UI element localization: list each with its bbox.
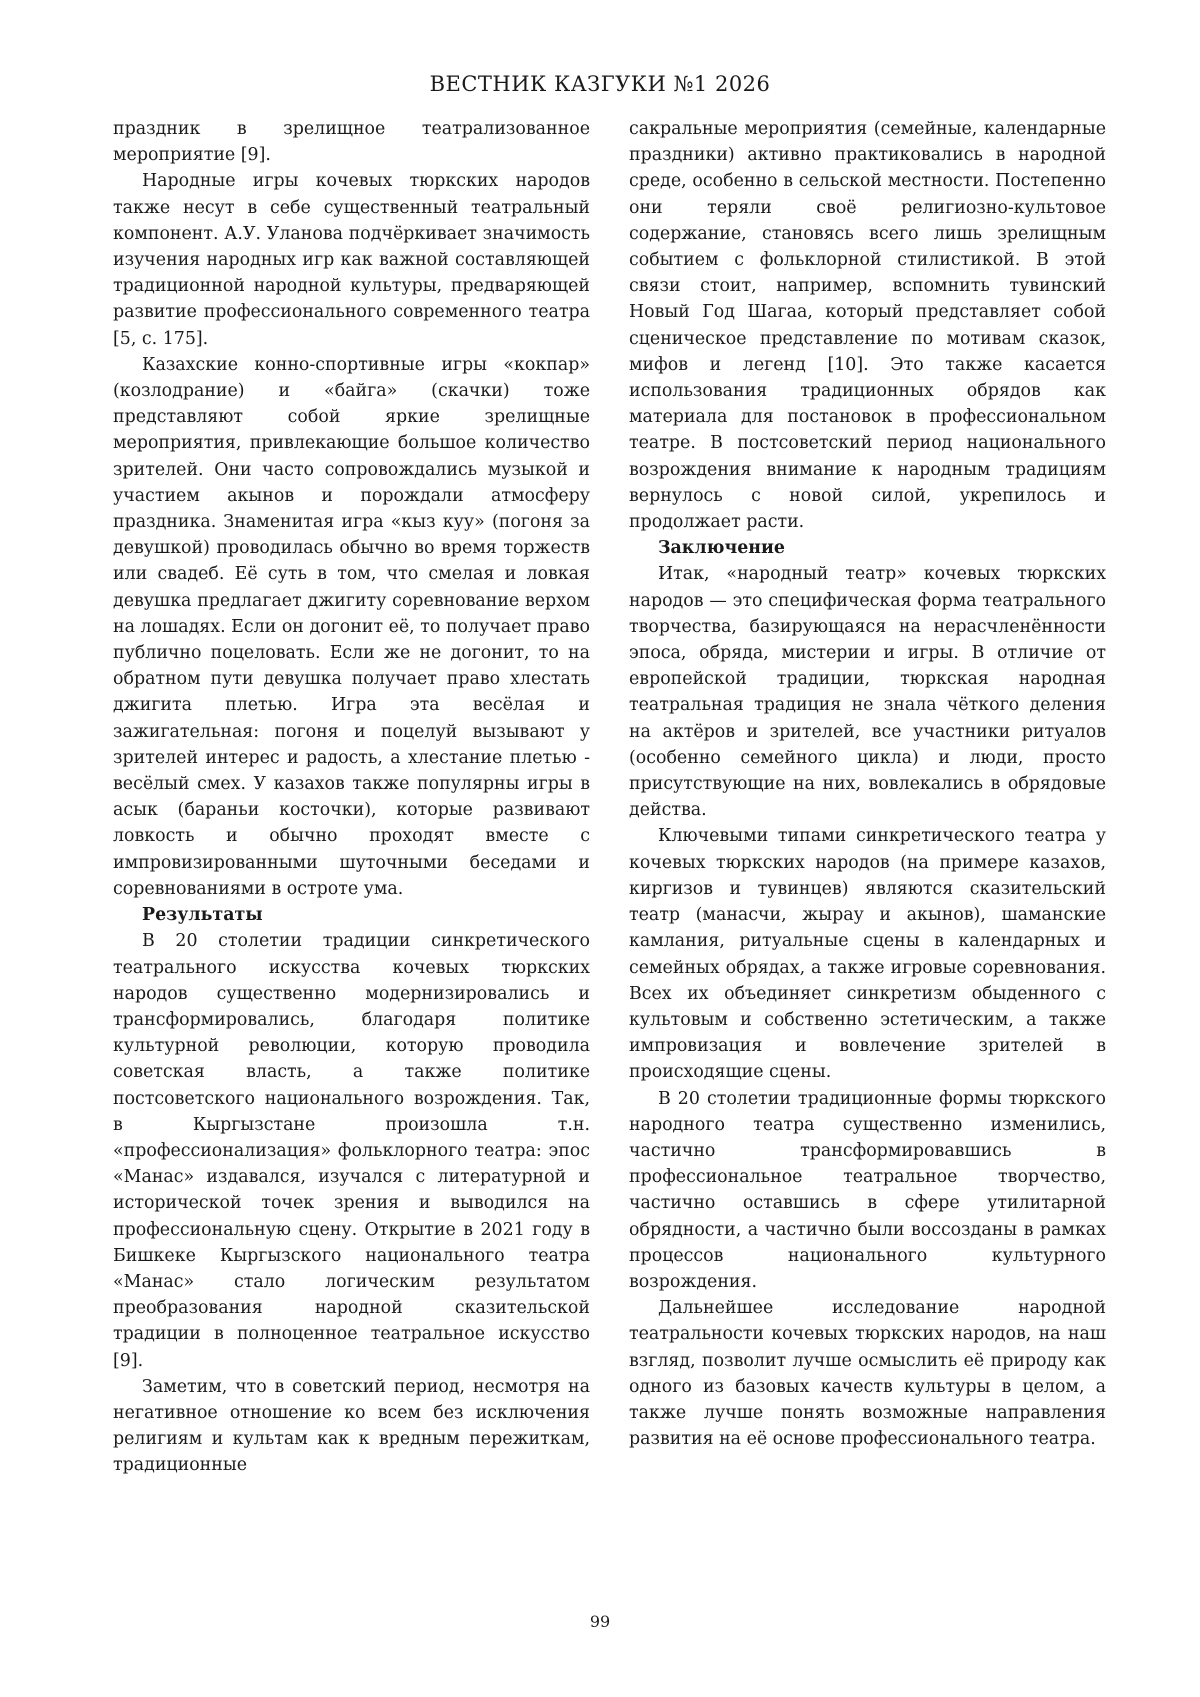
paragraph-horse-games: Казахские конно-спортивные игры «кокпар» (козлодрание) и «байга» (скачки) тоже представляют собой яркие зрелищные мероприятия, привлекающие большое количество зрителей. Они часто сопровождались музыкой и участием акынов и порождали атмосферу праздника. Знаменитая игра «кыз куу» (погоня за девушкой) проводилась обычно во время торжеств или свадеб. Её суть в том, что смелая и ловкая девушка предлагает джигиту соревнование верхом на лошадях. Если он догонит её, то получает право публично поцеловать. Если же не догонит, то на обратном пути девушка получает право хлестать джигита плетью. Игра эта весёлая и зажигательная: погоня и поцелуй вызывают у зрителей интерес и радость, а хлестание плетью - весёлый смех. У казахов также популярны игры в асык (бараньи косточки), которые развивают ловкость и обычно проходят вместе с импровизированными шуточными беседами и соревнованиями в остроте ума. bbox=[113, 354, 590, 899]
paragraph-continued: праздник в зрелищное театрализованное мероприятие [9]. bbox=[113, 119, 590, 166]
paragraph-20th-century: В 20 столетии традиционные формы тюркского народного театра существенно изменились, частично трансформировавшись в профессиональное театральное творчество, частично оставшись в сфере утилитарной обрядности, а частично были воссозданы в рамках процессов национального культурного возрождения. bbox=[629, 1088, 1106, 1292]
paragraph-folk-theatre: Итак, «народный театр» кочевых тюркских народов — это специфическая форма театрального творчества, базирующаяся на нерасчленённости эпоса, обряда, мистерии и игры. В отличие от европейской традиции, тюркская народная театральная традиция не знала чёткого деления на актёров и зрителей, все участники ритуалов (особенно семейного цикла) и люди, просто присутствующие на них, вовлекались в обрядовые действа. bbox=[629, 564, 1106, 821]
paragraph-modernization: В 20 столетии традиции синкретического театрального искусства кочевых тюркских народов существенно модернизировались и трансформировались, благодаря политике культурной революции, которую проводила советская власть, а также политике постсоветского национального возрождения. Так, в Кыргызстане произошла т.н. «профессионализация» фольклорного театра: эпос «Манас» издавался, изучался с литературной и исторической точек зрения и выводился на профессиональную сцену. Открытие в 2021 году в Бишкеке Кыргызского национального театра «Манас» стало логическим результатом преобразования народной сказительской традиции в полноценное театральное искусство [9]. bbox=[113, 931, 590, 1371]
section-heading-results: Результаты bbox=[142, 905, 263, 926]
page-number: 99 bbox=[589, 1612, 611, 1631]
paragraph-further-research: Дальнейшее исследование народной театральности кочевых тюркских народов, на наш взгляд, позволит лучше осмыслить её природу как одного из базовых качеств культуры в целом, а также лучше понять возможные направления развития на её основе профессионального театра. bbox=[629, 1298, 1106, 1450]
left-column bbox=[113, 116, 590, 1479]
two-column-body bbox=[113, 116, 1106, 1479]
right-column bbox=[629, 116, 1106, 1479]
paragraph-key-types: Ключевыми типами синкретического театра у кочевых тюркских народов (на примере казахов, киргизов и тувинцев) являются сказительский театр (манасчи, жырау и акынов), шаманские камлания, ритуальные сцены в календарных и семейных обрядах, а также игровые соревнования. Всех их объединяет синкретизм обыденного с культовым и собственно эстетическим, а также импровизация и вовлечение зрителей в происходящие сцены. bbox=[629, 826, 1106, 1083]
section-heading-conclusion: Заключение bbox=[658, 538, 785, 559]
running-header: ВЕСТНИК КАЗГУКИ №1 2026 bbox=[429, 72, 771, 96]
paragraph-soviet-period: Заметим, что в советский период, несмотря на негативное отношение ко всем без исключения религиям и культам как к вредным пережиткам, традиционные bbox=[113, 1376, 590, 1476]
paragraph-sacral-events: сакральные мероприятия (семейные, календарные праздники) активно практиковались в народной среде, особенно в сельской местности. Постепенно они теряли своё религиозно-культовое содержание, становясь всего лишь зрелищным событием с фольклорной стилистикой. В этой связи стоит, например, вспомнить тувинский Новый Год Шагаа, который представляет собой сценическое представление по мотивам сказок, мифов и легенд [10]. Это также касается использования традиционных обрядов как материала для постановок в профессиональном театре. В постсоветский период национального возрождения внимание к народным традициям вернулось с новой силой, укрепилось и продолжает расти. bbox=[629, 119, 1106, 533]
paragraph-folk-games: Народные игры кочевых тюркских народов также несут в себе существенный театральный компонент. А.У. Уланова подчёркивает значимость изучения народных игр как важной составляющей традиционной народной культуры, предваряющей развитие профессионального современного театра [5, с. 175]. bbox=[113, 171, 590, 349]
